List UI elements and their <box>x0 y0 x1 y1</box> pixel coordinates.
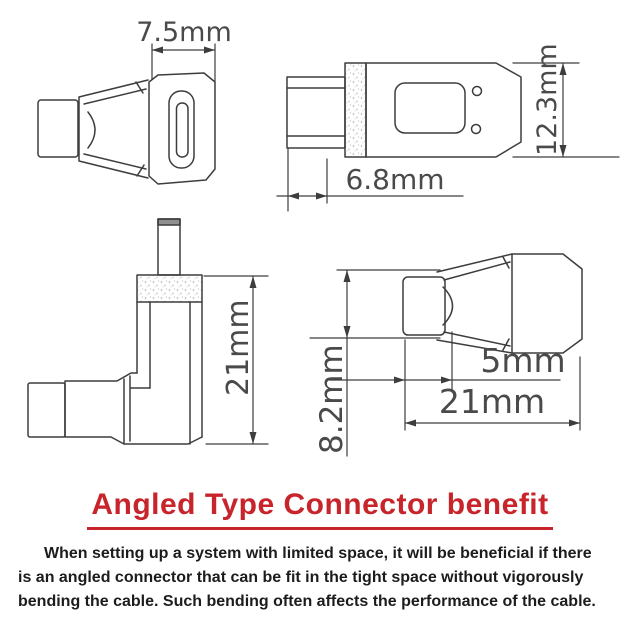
rear-view-drawing <box>310 254 582 456</box>
vertical-body <box>137 302 202 444</box>
dim-label-side-height: 12.3mm <box>532 43 563 156</box>
dim-label-plug-length: 6.8mm <box>345 163 445 196</box>
connector-body <box>512 254 582 353</box>
center-pin <box>158 219 180 275</box>
speckled-collar <box>137 275 202 302</box>
plug-tip-lines <box>287 88 345 136</box>
speckled-collar <box>345 63 366 157</box>
benefit-text-line: bending the cable. Such bending often affects the performance of the cable. <box>18 593 596 610</box>
screw-hole <box>472 125 481 134</box>
body-cutout <box>395 83 465 133</box>
cable-boot <box>28 383 65 437</box>
funnel-seam-lines <box>136 82 144 176</box>
dim-label-angled-length: 21mm <box>221 299 256 396</box>
page-title: Angled Type Connector benefit <box>87 488 552 530</box>
center-pin-cap <box>158 219 180 225</box>
benefit-text-line: is an angled connector that can be fit in the tight space without vigorously <box>18 569 584 586</box>
funnel-body <box>79 80 148 178</box>
screw-hole <box>473 87 482 96</box>
dim-arrow <box>250 276 257 288</box>
dim-arrow <box>569 420 580 427</box>
dim-label-total-length: 21mm <box>438 382 546 421</box>
title-section <box>0 488 640 530</box>
side-view-drawing <box>277 43 619 211</box>
dim-arrow <box>394 377 405 384</box>
dim-extension-lines <box>513 63 619 157</box>
dim-arrow <box>405 420 416 427</box>
funnel-body <box>437 254 512 353</box>
plug-barrel <box>403 277 445 335</box>
dim-arrow <box>316 193 327 200</box>
benefit-text-line: When setting up a system with limited space, it will be beneficial if there <box>44 545 592 562</box>
elbow-foot <box>65 373 202 444</box>
usbc-port-inner <box>177 103 189 157</box>
dim-label-tip-height: 8.2mm <box>314 344 350 454</box>
dim-arrow <box>344 270 351 282</box>
connector-body <box>366 63 521 157</box>
dim-arrow <box>250 432 257 444</box>
dim-label-tip-length: 5mm <box>480 341 566 380</box>
funnel-throat-arc <box>88 112 95 148</box>
benefit-description <box>18 542 622 614</box>
dim-arrow <box>288 193 299 200</box>
cable-boot <box>38 100 78 157</box>
angled-view-drawing <box>28 219 268 444</box>
front-view-drawing <box>38 17 232 184</box>
dim-label-front-width: 7.5mm <box>136 17 232 48</box>
dim-arrow <box>344 326 351 338</box>
